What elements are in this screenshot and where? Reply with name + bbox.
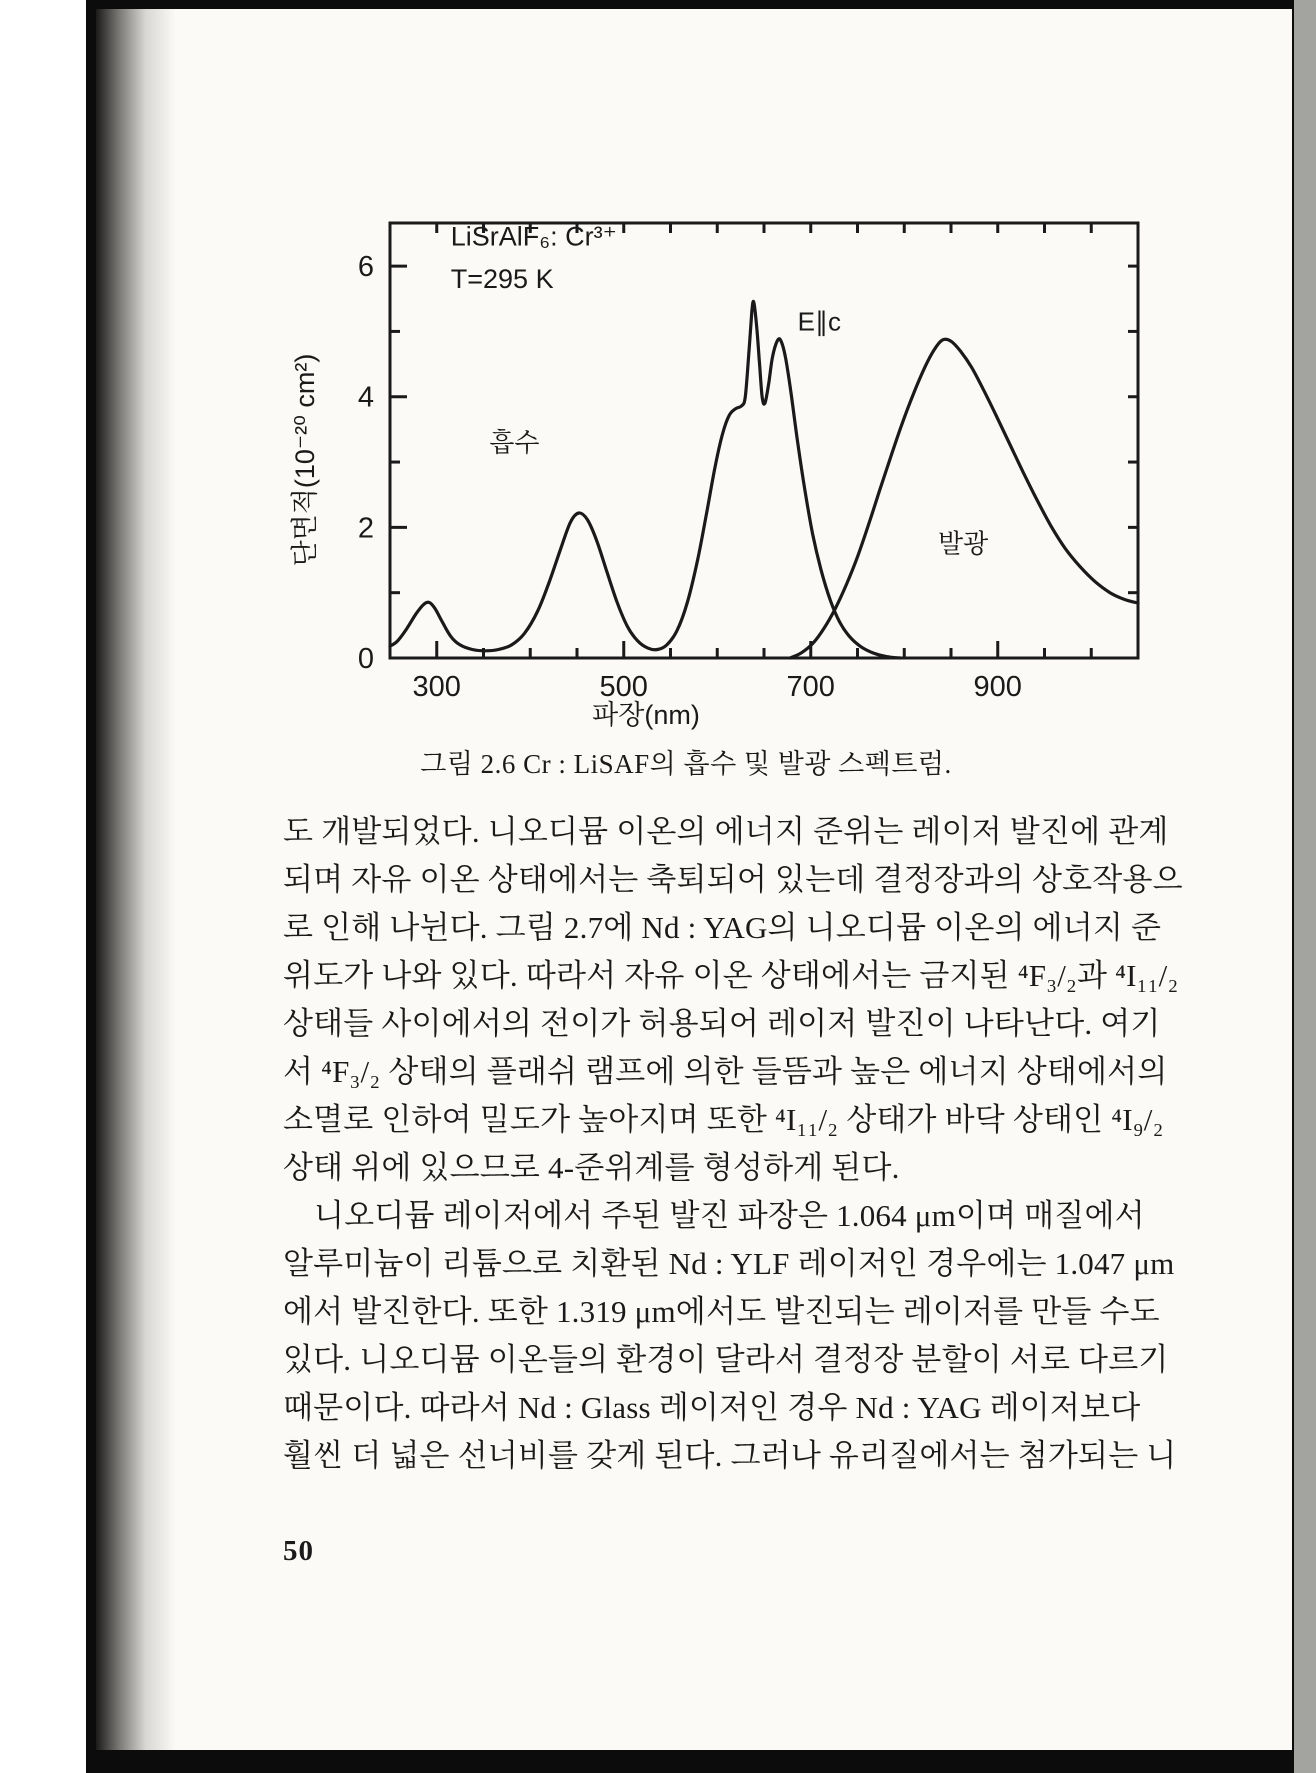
y-axis-title: 단면적(10⁻²⁰ cm²)	[290, 353, 320, 567]
tick-labels	[358, 251, 1022, 703]
annotation-2: E∥c	[797, 306, 842, 337]
body-line-5: 상태들 사이에서의 전이가 허용되어 레이저 발진이 나타난다. 여기	[283, 1006, 1161, 1041]
annotation-1: T=295 K	[450, 264, 554, 295]
body-line-7: 소멸로 인하여 밀도가 높아지며 또한 ⁴I₁₁/₂ 상태가 바닥 상태인 ⁴I₉/₂	[283, 1102, 1164, 1137]
body-line-3: 로 인해 나뉜다. 그림 2.7에 Nd : YAG의 니오디뮴 이온의 에너지 준	[283, 910, 1162, 945]
svg-text:0: 0	[357, 643, 374, 675]
emission-curve	[790, 339, 1138, 658]
body-line-10: 알루미늄이 리튬으로 치환된 Nd : YLF 레이저인 경우에는 1.047 μm	[283, 1246, 1175, 1281]
body-line-1: 도 개발되었다. 니오디뮴 이온의 에너지 준위는 레이저 발진에 관계	[283, 814, 1169, 849]
body-line-11: 에서 발진한다. 또한 1.319 μm에서도 발진되는 레이저를 만들 수도	[283, 1294, 1160, 1329]
book-gutter-shadow	[96, 9, 176, 1750]
body-line-4: 위도가 나와 있다. 따라서 자유 이온 상태에서는 금지된 ⁴F₃/₂과 ⁴I₁₁/₂	[283, 958, 1179, 993]
body-line-8: 상태 위에 있으므로 4-준위계를 형성하게 된다.	[283, 1150, 900, 1185]
annotation-3: 흡수	[489, 427, 540, 458]
body-line-12: 있다. 니오디뮴 이온들의 환경이 달라서 결정장 분할이 서로 다르기	[283, 1342, 1169, 1377]
scan-right-edge	[1294, 0, 1316, 1773]
absorption-curve	[390, 301, 901, 658]
spectra-chart	[288, 178, 1168, 753]
body-line-9: 니오디뮴 레이저에서 주된 발진 파장은 1.064 μm이며 매질에서	[314, 1198, 1145, 1233]
page-number: 50	[283, 1535, 314, 1567]
annotation-0: LiSrAlF₆: Cr³⁺	[450, 221, 617, 252]
book-page	[96, 9, 1292, 1750]
svg-text:4: 4	[357, 381, 374, 414]
svg-text:2: 2	[357, 512, 374, 545]
body-line-14: 훨씬 더 넓은 선너비를 갖게 된다. 그러나 유리질에서는 첨가되는 니	[283, 1438, 1177, 1473]
figure-caption: 그림 2.6 Cr : LiSAF의 흡수 및 발광 스펙트럼.	[420, 749, 952, 779]
svg-text:6: 6	[357, 251, 374, 284]
svg-text:700: 700	[786, 671, 835, 703]
body-line-13: 때문이다. 따라서 Nd : Glass 레이저인 경우 Nd : YAG 레이저보다	[283, 1390, 1141, 1425]
chart-annotations	[451, 222, 988, 559]
body-line-6: 서 ⁴F₃/₂ 상태의 플래쉬 램프에 의한 들뜸과 높은 에너지 상태에서의	[283, 1054, 1168, 1089]
svg-text:500: 500	[599, 671, 648, 703]
annotation-4: 발광	[938, 528, 989, 559]
body-text	[283, 808, 1183, 1480]
svg-text:900: 900	[973, 671, 1022, 703]
svg-text:300: 300	[412, 671, 461, 703]
x-axis-title: 파장(nm)	[592, 700, 700, 730]
body-line-2: 되며 자유 이온 상태에서는 축퇴되어 있는데 결정장과의 상호작용으	[283, 862, 1183, 897]
